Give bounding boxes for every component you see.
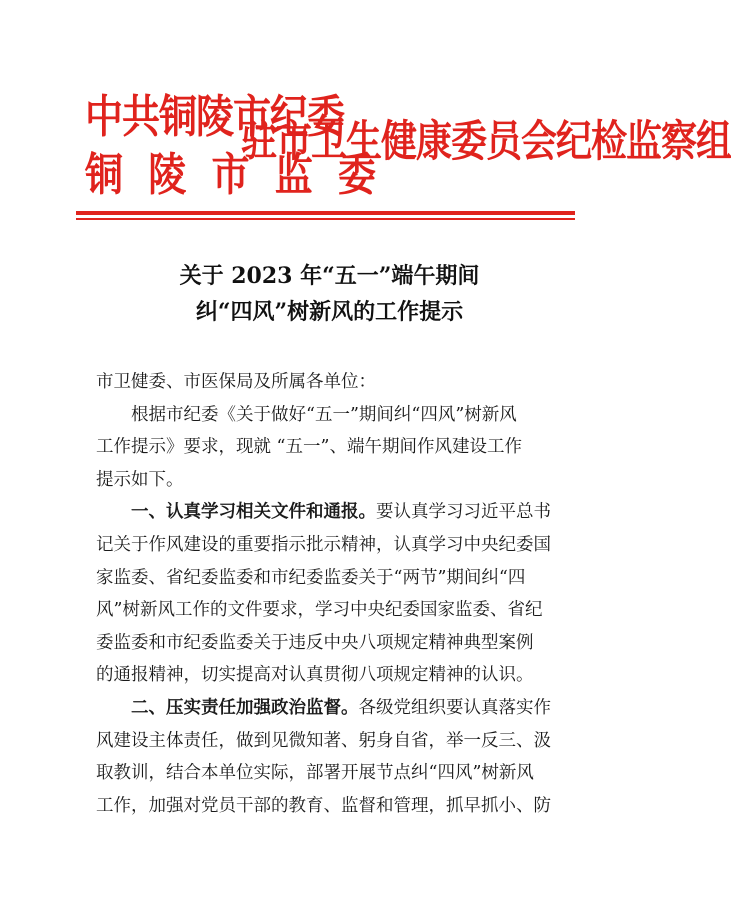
section-2-line: 风建设主体责任，做到见微知著、躬身自省，举一反三、汲 — [96, 730, 551, 751]
letterhead-org-block — [85, 86, 382, 201]
section-2-heading: 二、压实责任加强政治监督。 — [131, 697, 359, 718]
section-1-line: 记关于作风建设的重要指示批示精神，认真学习中央纪委国 — [96, 534, 551, 555]
letterhead-org-suffix: 驻市卫生健康委员会纪检监察组 — [241, 117, 731, 167]
letterhead-org-line-2: 铜 陵 市 监 委 — [85, 148, 382, 201]
salutation: 市卫健委、市医保局及所属各单位： — [96, 372, 376, 392]
section-1-line: 风”树新风工作的文件要求，学习中央纪委国家监委、省纪 — [96, 600, 543, 621]
letterhead — [85, 86, 731, 202]
section-1-first-line — [96, 496, 566, 529]
letterhead-rule-thick — [76, 211, 575, 215]
section-1-heading: 一、认真学习相关文件和通报。 — [131, 502, 376, 523]
section-1-line: 的通报精神，切实提高对认真贯彻八项规定精神的认识。 — [96, 665, 534, 686]
section-2-line: 工作，加强对党员干部的教育、监督和管理，抓早抓小、防 — [96, 795, 551, 816]
document-title-line-2: 纠“四风”树新风的工作提示 — [195, 299, 464, 325]
section-1-line: 家监委、省纪委监委和市纪委监委关于“两节”期间纠“四 — [96, 567, 526, 588]
section-2-line: 取教训，结合本单位实际，部署开展节点纠“四风”树新风 — [96, 763, 534, 784]
section-2-first-line-text: 各级党组织要认真落实作 — [358, 697, 551, 718]
intro-line: 工作提示》要求，现就 “五一”、端午期间作风建设工作 — [96, 437, 522, 458]
intro-line: 提示如下。 — [96, 469, 184, 490]
letterhead-org-line-1: 中共铜陵市纪委 — [85, 90, 345, 143]
section-2-first-line — [96, 692, 566, 725]
document-title-line-1: 关于 2023 年“五一”端午期间 — [179, 263, 480, 289]
section-1-line: 委监委和市纪委监委关于违反中央八项规定精神典型案例 — [96, 632, 534, 653]
document-body — [96, 366, 566, 822]
section-1-first-line-text: 要认真学习习近平总书 — [376, 502, 551, 523]
intro-line: 根据市纪委《关于做好“五一”期间纠“四风”树新风 — [131, 404, 517, 425]
letterhead-rule-thin — [76, 218, 575, 220]
document-title — [0, 258, 659, 330]
